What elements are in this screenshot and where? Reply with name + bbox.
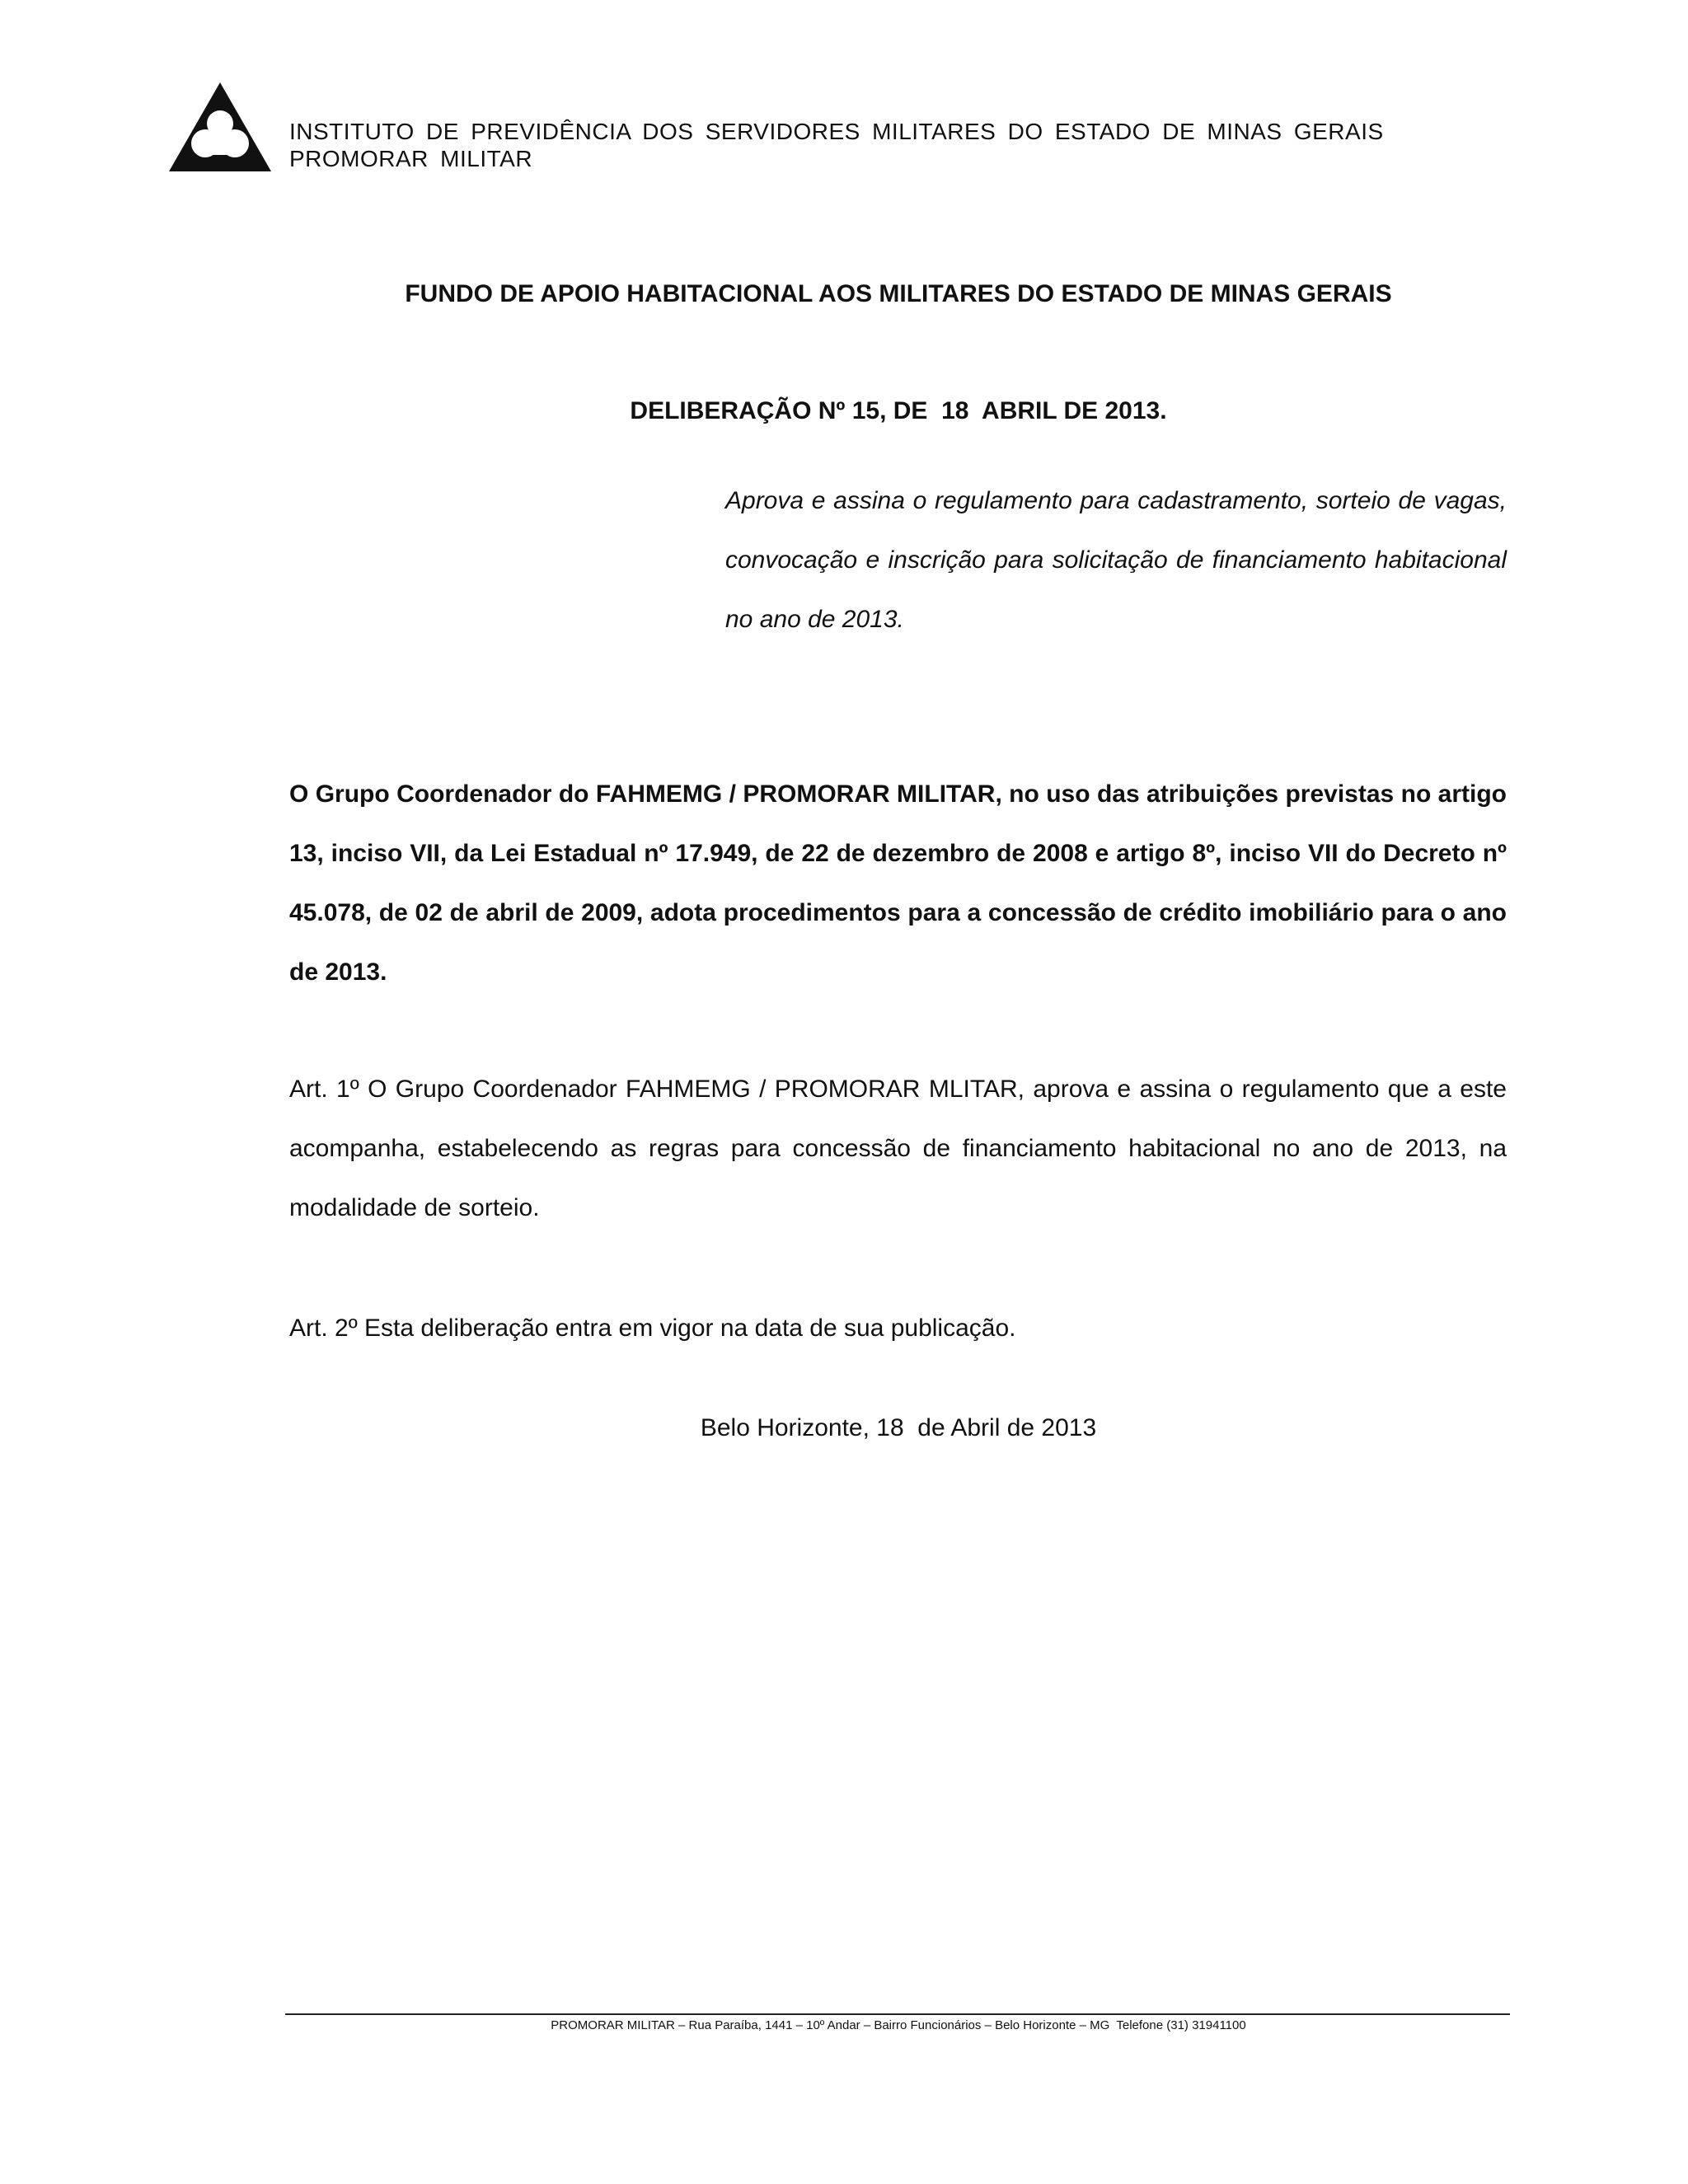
deliberation-title: DELIBERAÇÃO Nº 15, DE 18 ABRIL DE 2013.: [630, 397, 1167, 424]
header: [289, 118, 1384, 172]
ementa-summary: Aprova e assina o regulamento para cadastramento, sorteio de vagas, convocação e inscrição para solicitação de financiamento habitacional no ano de 2013.: [725, 487, 1507, 633]
institution-name: INSTITUTO DE PREVIDÊNCIA DOS SERVIDORES MILITARES DO ESTADO DE MINAS GERAIS: [289, 119, 1384, 144]
preamble-paragraph: O Grupo Coordenador do FAHMEMG / PROMORAR MILITAR, no uso das atribuições previstas no artigo 13, inciso VII, da Lei Estadual nº 17.949, de 22 de dezembro de 2008 e artigo 8º, inciso VII do Decreto nº 45.078, de 02 de abril de 2009, adota procedimentos para a concessão de crédito imobiliário para o ano de 2013.: [289, 780, 1507, 986]
article-1: Art. 1º O Grupo Coordenador FAHMEMG / PROMORAR MLITAR, aprova e assina o regulamento que a este acompanha, estabelecendo as regras para concessão de financiamento habitacional no ano de 2013, na modalidade de sorteio.: [289, 1076, 1507, 1221]
place-and-date: Belo Horizonte, 18 de Abril de 2013: [700, 1414, 1097, 1441]
article-2: Art. 2º Esta deliberação entra em vigor na data de sua publicação.: [289, 1315, 1016, 1342]
fund-title: FUNDO DE APOIO HABITACIONAL AOS MILITARES DO ESTADO DE MINAS GERAIS: [405, 280, 1392, 307]
triangle-trefoil-logo-icon: [167, 81, 273, 173]
footer-divider: [285, 2013, 1510, 2015]
footer-address: PROMORAR MILITAR – Rua Paraíba, 1441 – 10º Andar – Bairro Funcionários – Belo Horizonte – MG Telefone (31) 31941100: [551, 2018, 1246, 2032]
institution-subtitle: PROMORAR MILITAR: [289, 146, 533, 171]
